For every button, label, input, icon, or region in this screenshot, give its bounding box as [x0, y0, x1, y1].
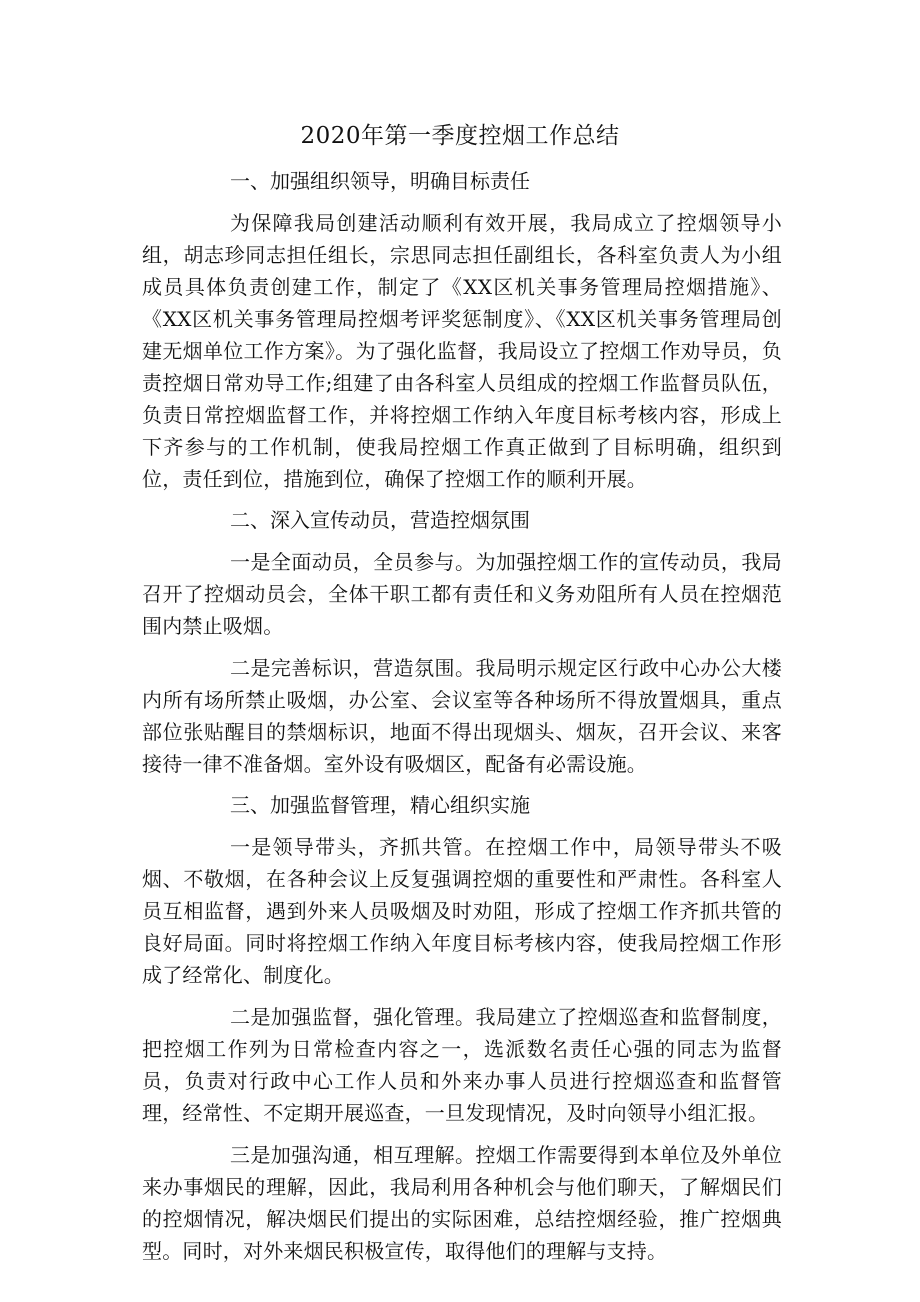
paragraph-3-1: 一是领导带头，齐抓共管。在控烟工作中，局领导带头不吸烟、不敬烟，在各种会议上反复强调控烟的重要性和严肃性。各科室人员互相监督，遇到外来人员吸烟及时劝阻，形成了控烟工作齐抓共管的良好局面。同时将控烟工作纳入年度目标考核内容，使我局控烟工作形成了经常化、制度化。 [142, 835, 782, 987]
section-heading-2: 二、深入宣传动员，营造控烟氛围 [230, 508, 530, 532]
section-heading-3: 三、加强监督管理，精心组织实施 [230, 793, 530, 817]
document-body [142, 166, 782, 1277]
paragraph-1-1: 为保障我局创建活动顺利有效开展，我局成立了控烟领导小组，胡志珍同志担任组长，宗思同志担任副组长，各科室负责人为小组成员具体负责创建工作，制定了《XX区机关事务管理局控烟措施》、《XX区机关事务管理局控烟考评奖惩制度》、《XX区机关事务管理局创建无烟单位工作方案》。为了强化监督，我局设立了控烟工作劝导员，负责控烟日常劝导工作;组建了由各科室人员组成的控烟工作监督员队伍，负责日常控烟监督工作，并将控烟工作纳入年度目标考核内容，形成上下齐参与的工作机制，使我局控烟工作真正做到了目标明确，组织到位，责任到位，措施到位，确保了控烟工作的顺利开展。 [142, 211, 782, 491]
paragraph-3-2: 二是加强监督，强化管理。我局建立了控烟巡查和监督制度，把控烟工作列为日常检查内容之一，选派数名责任心强的同志为监督员，负责对行政中心工作人员和外来办事人员进行控烟巡查和监督管理，经常性、不定期开展巡查，一旦发现情况，及时向领导小组汇报。 [142, 1005, 782, 1125]
paragraph-2-1: 一是全面动员，全员参与。为加强控烟工作的宣传动员，我局召开了控烟动员会，全体干职工都有责任和义务劝阻所有人员在控烟范围内禁止吸烟。 [142, 550, 782, 638]
paragraph-3-3: 三是加强沟通，相互理解。控烟工作需要得到本单位及外单位来办事烟民的理解，因此，我局利用各种机会与他们聊天，了解烟民们的控烟情况，解决烟民们提出的实际困难，总结控烟经验，推广控烟典型。同时，对外来烟民积极宣传，取得他们的理解与支持。 [142, 1143, 782, 1263]
paragraph-2-2: 二是完善标识，营造氛围。我局明示规定区行政中心办公大楼内所有场所禁止吸烟，办公室、会议室等各种场所不得放置烟具，重点部位张贴醒目的禁烟标识，地面不得出现烟头、烟灰，召开会议、来客接待一律不准备烟。室外设有吸烟区，配备有必需设施。 [142, 656, 782, 776]
section-heading-1: 一、加强组织领导，明确目标责任 [230, 169, 530, 193]
document-title: 2020年第一季度控烟工作总结 [300, 123, 620, 149]
